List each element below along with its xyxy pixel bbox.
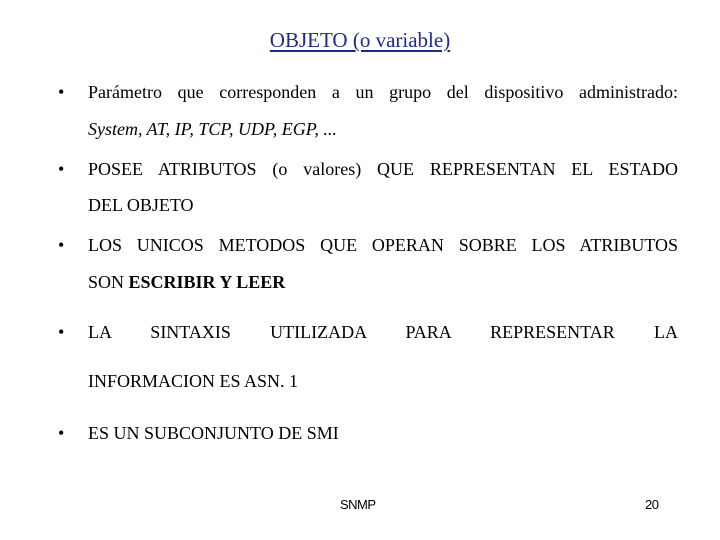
bullet-3-line-2-prefix: SON [88, 272, 129, 292]
bullet-3-line-2 [88, 272, 678, 293]
bullet-marker: • [58, 82, 65, 102]
bullet-1-line-2: System, AT, IP, TCP, UDP, EGP, ... [88, 119, 337, 139]
bullet-4-line-2: INFORMACION ES ASN. 1 [88, 371, 299, 391]
bullet-3-line-2-bold: ESCRIBIR Y LEER [128, 272, 286, 292]
bullet-2-line-2: DEL OBJETO [88, 195, 194, 215]
bullet-4-line-1: LA SINTAXIS UTILIZADA PARA REPRESENTAR LA [88, 322, 678, 342]
slide-title: OBJETO (o variable) [269, 28, 451, 52]
bullet-5-line-1: ES UN SUBCONJUNTO DE SMI [88, 423, 339, 443]
footer-label: SNMP [340, 497, 376, 512]
page-number: 20 [645, 497, 659, 512]
bullet-3-line-1: LOS UNICOS METODOS QUE OPERAN SOBRE LOS ATRIBUTOS [88, 235, 678, 255]
bullet-marker: • [58, 423, 65, 443]
bullet-marker: • [58, 159, 65, 179]
bullet-marker: • [58, 322, 65, 342]
bullet-1-line-1: Parámetro que corresponden a un grupo del dispositivo administrado: [88, 82, 678, 102]
bullet-2-line-1: POSEE ATRIBUTOS (o valores) QUE REPRESENTAN EL ESTADO [88, 159, 678, 179]
bullet-marker: • [58, 235, 65, 255]
